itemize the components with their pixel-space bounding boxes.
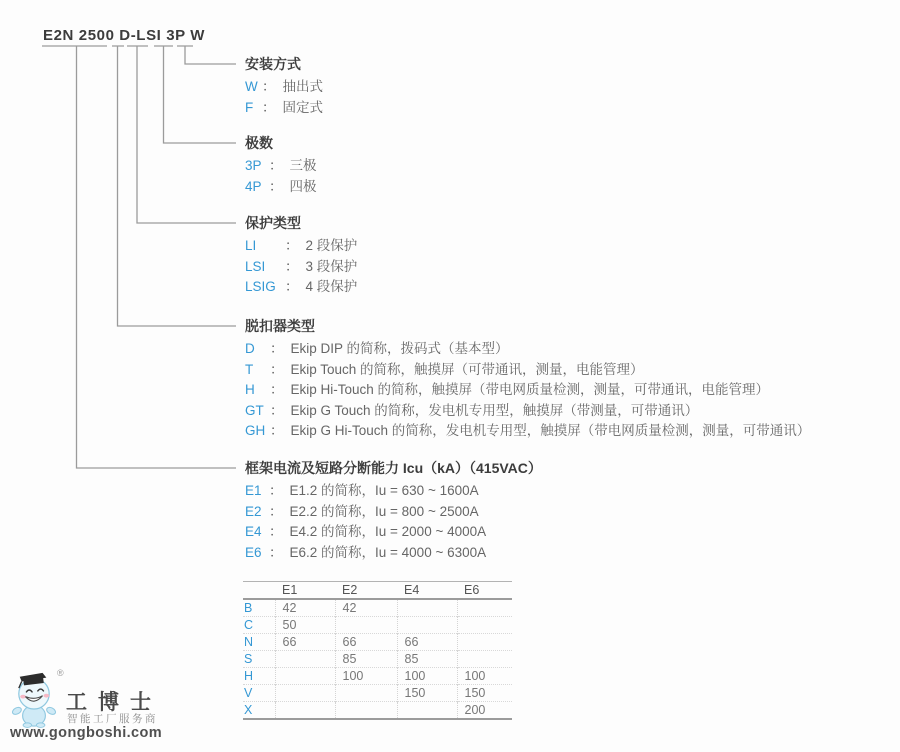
table-cell bbox=[457, 651, 512, 668]
row-label: N bbox=[243, 634, 275, 651]
table-row bbox=[243, 702, 512, 720]
row-label: S bbox=[243, 651, 275, 668]
code-desc: 四极 bbox=[289, 178, 317, 194]
table-cell bbox=[397, 617, 457, 634]
column-header: E4 bbox=[397, 582, 457, 600]
section-heading: 安装方式 bbox=[245, 56, 301, 72]
code-item bbox=[245, 156, 317, 177]
table-row bbox=[243, 599, 512, 617]
column-header: E1 bbox=[275, 582, 335, 600]
section-protection-type bbox=[245, 214, 357, 298]
table-cell: 85 bbox=[335, 651, 397, 668]
code-desc: 三极 bbox=[289, 158, 317, 173]
code-desc: Ekip DIP 的简称，拨码式（基本型） bbox=[290, 341, 509, 356]
colon: ： bbox=[262, 79, 276, 94]
code-item bbox=[245, 481, 542, 502]
table-cell bbox=[275, 685, 335, 702]
table-header-row bbox=[243, 582, 512, 600]
code-value: 3P bbox=[245, 158, 262, 173]
code-value: H bbox=[245, 382, 255, 397]
table-cell: 50 bbox=[275, 617, 335, 634]
code-item bbox=[245, 380, 810, 401]
colon: ： bbox=[269, 178, 283, 194]
code-item bbox=[245, 98, 323, 119]
code-value: E1 bbox=[245, 483, 262, 498]
code-desc: 固定式 bbox=[282, 99, 323, 115]
code-value: LI bbox=[245, 238, 257, 253]
colon: ： bbox=[285, 279, 299, 294]
code-desc: Ekip G Hi-Touch 的简称，发电机专用型，触摸屏（带电网质量检测，测量，可带通讯） bbox=[290, 423, 811, 438]
code-value: W bbox=[245, 79, 258, 94]
table-cell bbox=[275, 651, 335, 668]
code-item bbox=[245, 236, 357, 257]
section-heading: 框架电流及短路分断能力 Icu（kA）（415VAC） bbox=[245, 460, 542, 476]
code-item bbox=[245, 77, 323, 98]
code-value: GT bbox=[245, 402, 264, 418]
code-desc: Ekip Hi-Touch 的简称，触摸屏（带电网质量检测，测量，可带通讯，电能管理） bbox=[290, 382, 770, 397]
code-desc: Ekip G Touch 的简称，发电机专用型，触摸屏（带测量，可带通讯） bbox=[290, 402, 699, 418]
code-value: E6 bbox=[245, 544, 262, 560]
colon: ： bbox=[270, 341, 284, 356]
code-item bbox=[245, 543, 542, 564]
table-cell bbox=[335, 702, 397, 720]
section-frame-current bbox=[245, 459, 542, 563]
section-heading: 极数 bbox=[245, 135, 273, 151]
colon: ： bbox=[270, 382, 284, 397]
code-value: GH bbox=[245, 423, 266, 438]
colon: ： bbox=[269, 524, 283, 539]
code-value: LSI bbox=[245, 258, 266, 274]
row-label: H bbox=[243, 668, 275, 685]
code-item bbox=[245, 177, 317, 198]
code-value: D bbox=[245, 341, 255, 356]
code-value: E4 bbox=[245, 524, 262, 539]
colon: ： bbox=[269, 544, 283, 560]
table-cell: 66 bbox=[397, 634, 457, 651]
section-heading: 保护类型 bbox=[245, 215, 301, 231]
code-value: E2 bbox=[245, 503, 262, 519]
code-desc: 4 段保护 bbox=[305, 279, 358, 294]
colon: ： bbox=[269, 158, 283, 173]
table-cell bbox=[275, 702, 335, 720]
table-cell bbox=[275, 668, 335, 685]
code-desc: E1.2 的简称，Iu = 630 ~ 1600A bbox=[289, 483, 479, 498]
gongboshi-mascot-icon bbox=[10, 671, 58, 728]
colon: ： bbox=[269, 483, 283, 498]
code-desc: 抽出式 bbox=[282, 79, 323, 94]
table-row bbox=[243, 685, 512, 702]
section-heading: 脱扣器类型 bbox=[245, 318, 315, 334]
code-desc: Ekip Touch 的简称，触摸屏（可带通讯，测量，电能管理） bbox=[290, 361, 644, 377]
section-install-method bbox=[245, 55, 323, 118]
table-cell bbox=[335, 685, 397, 702]
code-desc: 2 段保护 bbox=[305, 238, 358, 253]
code-value: LSIG bbox=[245, 279, 276, 294]
table-row bbox=[243, 634, 512, 651]
brand-name: 工博士 bbox=[66, 690, 162, 714]
table-cell bbox=[457, 599, 512, 617]
table-row bbox=[243, 668, 512, 685]
code-item bbox=[245, 277, 357, 298]
table-row bbox=[243, 651, 512, 668]
table-cell: 150 bbox=[397, 685, 457, 702]
table-cell bbox=[397, 599, 457, 617]
table-cell bbox=[397, 702, 457, 720]
breaking-capacity-table bbox=[243, 581, 512, 720]
table-cell: 66 bbox=[335, 634, 397, 651]
code-value: F bbox=[245, 99, 254, 115]
code-item bbox=[245, 257, 357, 278]
colon: ： bbox=[269, 503, 283, 519]
table-cell: 200 bbox=[457, 702, 512, 720]
table-cell: 100 bbox=[457, 668, 512, 685]
code-item bbox=[245, 421, 810, 442]
table-cell: 85 bbox=[397, 651, 457, 668]
table-cell bbox=[457, 634, 512, 651]
code-item bbox=[245, 360, 810, 381]
colon: ： bbox=[262, 99, 276, 115]
table-cell bbox=[457, 617, 512, 634]
table-cell: 150 bbox=[457, 685, 512, 702]
code-item bbox=[245, 522, 542, 543]
code-desc: E4.2 的简称，Iu = 2000 ~ 4000A bbox=[289, 524, 487, 539]
column-header: E6 bbox=[457, 582, 512, 600]
row-label: V bbox=[243, 685, 275, 702]
model-code-title: E2N 2500 D-LSI 3P W bbox=[43, 27, 206, 44]
code-value: T bbox=[245, 361, 254, 377]
code-item bbox=[245, 401, 810, 422]
brand-tagline: 智能工厂服务商 bbox=[67, 713, 158, 725]
column-header: E2 bbox=[335, 582, 397, 600]
code-desc: 3 段保护 bbox=[305, 258, 358, 274]
row-label: B bbox=[244, 601, 253, 615]
table-row bbox=[243, 617, 512, 634]
colon: ： bbox=[270, 361, 284, 377]
section-poles bbox=[245, 134, 317, 197]
section-trip-unit-type bbox=[245, 317, 810, 442]
registered-trademark-mark: ® bbox=[57, 668, 64, 678]
website-url: www.gongboshi.com bbox=[10, 725, 163, 741]
table-cell bbox=[335, 617, 397, 634]
code-desc: E6.2 的简称，Iu = 4000 ~ 6300A bbox=[289, 544, 487, 560]
table-cell: 66 bbox=[275, 634, 335, 651]
code-value: 4P bbox=[245, 178, 262, 194]
code-item bbox=[245, 502, 542, 523]
colon: ： bbox=[270, 423, 284, 438]
row-label: X bbox=[243, 702, 275, 720]
table-cell: 42 bbox=[275, 599, 335, 617]
colon: ： bbox=[285, 238, 299, 253]
row-label: C bbox=[243, 617, 275, 634]
code-item bbox=[245, 339, 810, 360]
table-cell: 42 bbox=[335, 599, 397, 617]
colon: ： bbox=[270, 402, 284, 418]
table-cell: 100 bbox=[335, 668, 397, 685]
corner-cell bbox=[243, 582, 275, 600]
table-cell: 100 bbox=[397, 668, 457, 685]
colon: ： bbox=[285, 258, 299, 274]
code-desc: E2.2 的简称，Iu = 800 ~ 2500A bbox=[289, 503, 479, 519]
